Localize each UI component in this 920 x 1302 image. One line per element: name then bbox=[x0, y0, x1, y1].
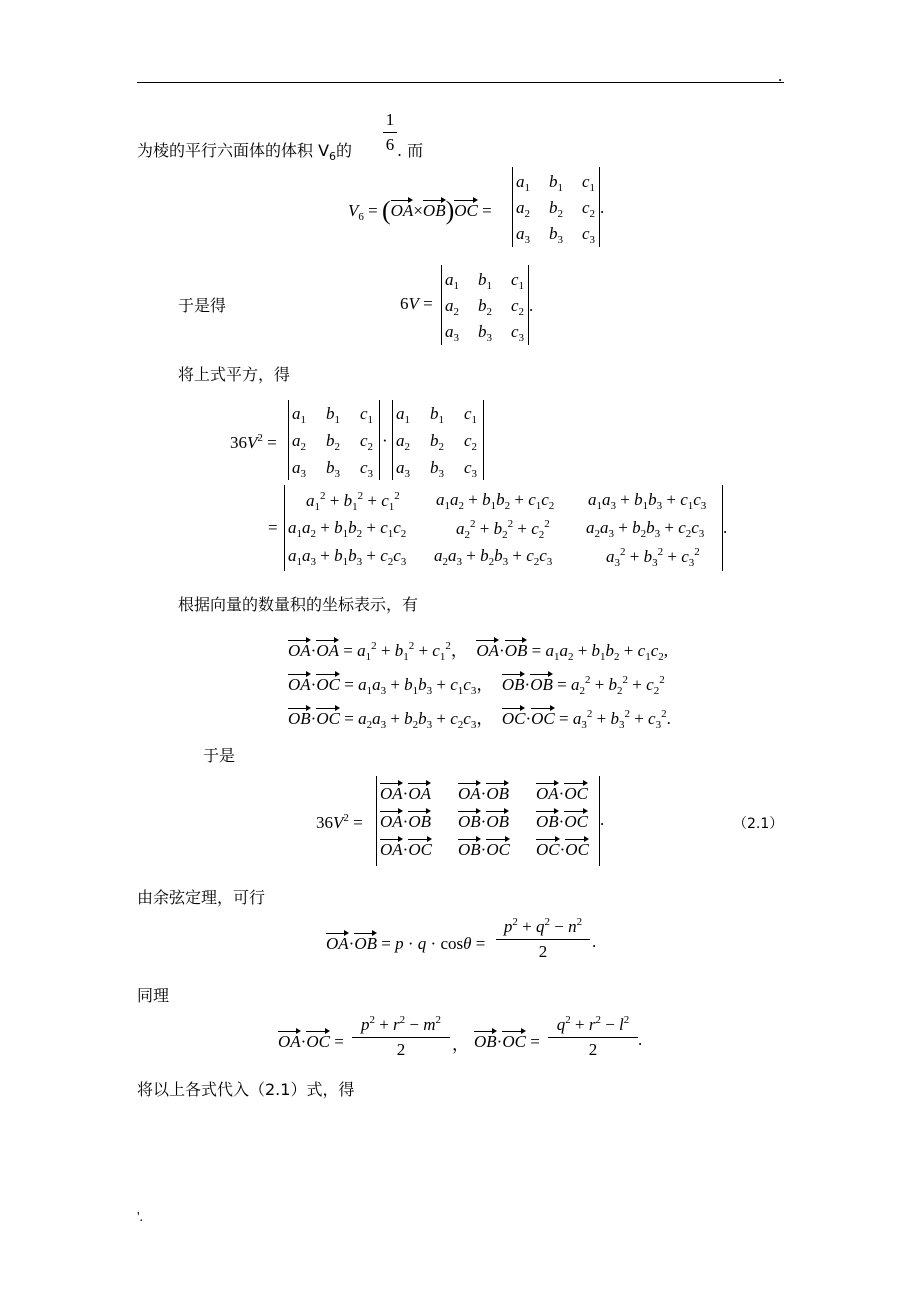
gram-lhs: $36V^2$ = bbox=[316, 812, 363, 832]
text-yushi-de: 于是得 bbox=[178, 296, 227, 315]
six-v-lhs: 6V = bbox=[400, 294, 433, 313]
text-yushi: 于是 bbox=[203, 746, 236, 765]
text-substitute: 将以上各式代入（2.1）式，得 bbox=[137, 1080, 355, 1099]
cosine-fraction: $p^2 + q^2 - n^2$ 2 bbox=[496, 916, 590, 962]
header-rule bbox=[137, 82, 784, 83]
text-line-1: 为棱的平行六面体的体积 $V_6$的 bbox=[137, 141, 353, 163]
dot-products-row-1: $OA\cdot OA = a_1^2 + b_1^2 + c_1^2$， $OA\cdot OB = a_1a_2 + b_1b_2 + c_1c_2$, bbox=[288, 640, 668, 663]
v6-equation-lhs: $V_6 = (OA\times OB)OC$ = bbox=[348, 196, 492, 225]
text-tongli: 同理 bbox=[137, 986, 170, 1005]
similar-eq-2: OB·OC = bbox=[474, 1032, 540, 1051]
text-coordinates: 根据向量的数量积的坐标表示，有 bbox=[178, 595, 419, 614]
dot-products-row-3: $OB\cdot OC = a_2a_3 + b_2b_3 + c_2c_3$， $OC\cdot OC = a_3^2 + b_3^2 + c_3^2$. bbox=[288, 708, 671, 731]
footer-mark: '. bbox=[137, 1210, 144, 1225]
similar-eq-1: OA·OC = bbox=[278, 1032, 344, 1051]
text-cosine-law: 由余弦定理，可行 bbox=[137, 888, 266, 907]
dot-products-row-2: $OA\cdot OC = a_1a_3 + b_1b_3 + c_1c_3$， $OB\cdot OB = a_2^2 + b_2^2 + c_2^2$ bbox=[288, 674, 665, 697]
header-dot: . bbox=[778, 66, 783, 85]
thirty-six-v2-lhs: $36V^2$ = bbox=[230, 432, 277, 452]
text-square: 将上式平方，得 bbox=[178, 365, 291, 384]
equation-number: （2.1） bbox=[733, 816, 784, 832]
text-line-1-end: . 而 bbox=[397, 141, 424, 160]
cosine-eq-lhs: OA·OB = p · q · cosθ = bbox=[326, 934, 486, 953]
one-sixth-fraction: 1 6 bbox=[383, 110, 397, 155]
